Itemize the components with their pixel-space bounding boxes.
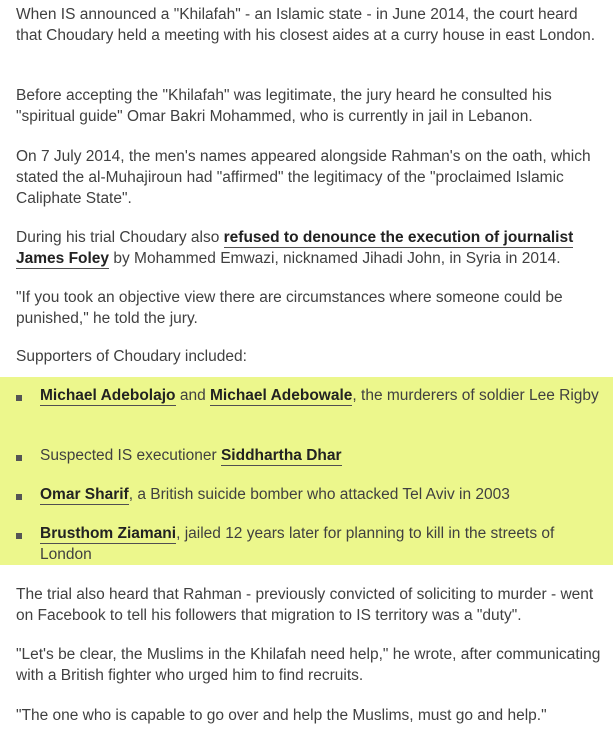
item-text: , a British suicide bomber who attacked Tel Aviv in 2003 [128,486,510,503]
paragraph-trial-foley [16,227,606,269]
link-foley-execution[interactable]: refused to denounce the execution of journalist James Foley [16,229,574,267]
link-michael-adebowale[interactable]: Michael Adebowale [210,387,353,404]
bullet-marker [16,494,22,500]
link-brusthom-ziamani[interactable]: Brusthom Ziamani [40,525,177,542]
link-siddhartha-dhar[interactable]: Siddhartha Dhar [220,447,342,464]
paragraph-spiritual-guide: Before accepting the "Khilafah" was legitimate, the jury heard he consulted his "spiritual guide" Omar Bakri Mohammed, who is currently in jail in Lebanon. [16,87,552,125]
item-text: , the murderers of soldier Lee Rigby [352,387,599,404]
paragraph-khilafah-need-help: "Let's be clear, the Muslims in the Khilafah need help," he wrote, after communicating with a British fighter who urged him to find recruits. [16,646,601,684]
paragraph-go-and-help-quote: "The one who is capable to go over and help the Muslims, must go and help." [16,707,547,724]
paragraph-khilafah-meeting: When IS announced a "Khilafah" - an Islamic state - in June 2014, the court heard that Choudary held a meeting with his closest aides at a curry house in east London. [16,6,596,44]
supporter-item-brusthom-ziamani [40,523,600,565]
supporters-highlight-box [0,377,613,565]
bullet-marker [16,395,22,401]
link-omar-sharif[interactable]: Omar Sharif [40,486,129,503]
supporter-item-siddhartha-dhar [40,445,600,466]
item-text: Suspected IS executioner [40,447,221,464]
item-text: , jailed 12 years later for planning to kill in the streets of London [40,525,555,563]
bullet-marker [16,533,22,539]
supporter-item-omar-sharif [40,484,600,505]
bullet-marker [16,455,22,461]
paragraph-facebook-duty: The trial also heard that Rahman - previously convicted of soliciting to murder - went on Facebook to tell his followers that migration to IS territory was a "duty". [16,586,594,624]
paragraph-text: by Mohammed Emwazi, nicknamed Jihadi John, in Syria in 2014. [109,250,561,267]
item-text: and [175,387,210,404]
supporter-item-rigby-murderers [40,385,600,406]
paragraph-objective-view-quote: "If you took an objective view there are circumstances where someone could be punished," he told the jury. [16,289,563,327]
link-michael-adebolajo[interactable]: Michael Adebolajo [40,387,176,404]
paragraph-supporters-intro: Supporters of Choudary included: [16,348,247,365]
paragraph-oath: On 7 July 2014, the men's names appeared alongside Rahman's on the oath, which stated the al-Muhajiroun had "affirmed" the legitimacy of the "proclaimed Islamic Caliphate State". [16,148,591,207]
paragraph-text: During his trial Choudary also [16,229,224,246]
